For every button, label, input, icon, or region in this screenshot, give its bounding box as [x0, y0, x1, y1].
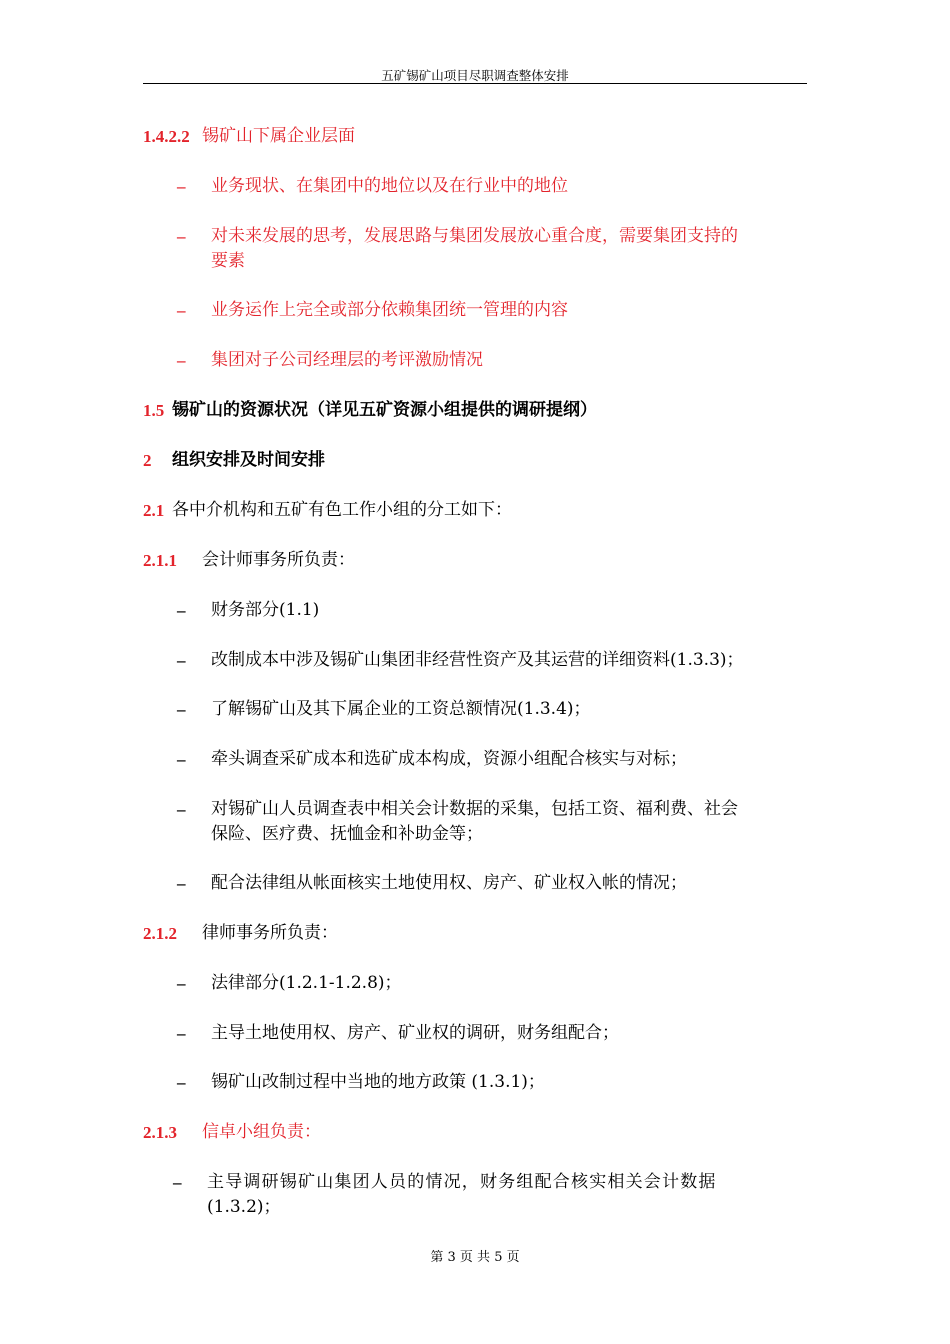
list-item-text: (1.3.2)；: [207, 1197, 281, 1217]
section-number: 1.5: [143, 401, 165, 420]
section-title: 各中介机构和五矿有色工作小组的分工如下：: [172, 500, 512, 520]
header-rule: [143, 83, 807, 84]
section-title: 会计师事务所负责：: [202, 550, 355, 570]
dash-bullet: –: [177, 800, 186, 819]
dash-bullet: –: [173, 1173, 182, 1192]
section-title: 组织安排及时间安排: [172, 450, 325, 470]
list-item-text: 法律部分(1.2.1-1.2.8)；: [211, 973, 402, 993]
list-item-text: 主导调研锡矿山集团人员的情况，财务组配合核实相关会计数据: [207, 1172, 717, 1192]
section-number: 2.1.1: [143, 551, 177, 570]
page-footer: 第 3 页 共 5 页: [430, 1250, 520, 1265]
list-item-text: 对未来发展的思考，发展思路与集团发展放心重合度，需要集团支持的: [211, 226, 738, 246]
list-item-text: 业务运作上完全或部分依赖集团统一管理的内容: [211, 300, 568, 320]
section-title: 锡矿山的资源状况（详见五矿资源小组提供的调研提纲）: [172, 400, 597, 420]
section-number: 1.4.2.2: [143, 127, 190, 146]
list-item-text: 了解锡矿山及其下属企业的工资总额情况(1.3.4)；: [211, 699, 591, 719]
list-item-text: 业务现状、在集团中的地位以及在行业中的地位: [211, 176, 568, 196]
section-title: 信卓小组负责：: [202, 1122, 321, 1142]
dash-bullet: –: [177, 750, 186, 769]
section-title: 律师事务所负责：: [202, 923, 338, 943]
dash-bullet: –: [177, 177, 186, 196]
dash-bullet: –: [177, 1073, 186, 1092]
list-item-text: 主导土地使用权、房产、矿业权的调研，财务组配合；: [211, 1023, 619, 1043]
dash-bullet: –: [177, 301, 186, 320]
dash-bullet: –: [177, 974, 186, 993]
list-item-text: 要素: [211, 251, 245, 271]
dash-bullet: –: [177, 874, 186, 893]
list-item-text: 配合法律组从帐面核实土地使用权、房产、矿业权入帐的情况；: [211, 873, 687, 893]
list-item-text: 对锡矿山人员调查表中相关会计数据的采集，包括工资、福利费、社会: [211, 799, 738, 819]
section-number: 2: [143, 451, 152, 470]
section-title: 锡矿山下属企业层面: [202, 126, 355, 146]
dash-bullet: –: [177, 351, 186, 370]
dash-bullet: –: [177, 601, 186, 620]
list-item-text: 锡矿山改制过程中当地的地方政策 (1.3.1)；: [211, 1072, 545, 1092]
dash-bullet: –: [177, 651, 186, 670]
list-item-text: 保险、医疗费、抚恤金和补助金等；: [211, 824, 483, 844]
section-number: 2.1.3: [143, 1123, 177, 1142]
dash-bullet: –: [177, 1024, 186, 1043]
list-item-text: 集团对子公司经理层的考评激励情况: [211, 350, 483, 370]
list-item-text: 牵头调查采矿成本和选矿成本构成，资源小组配合核实与对标；: [211, 749, 687, 769]
dash-bullet: –: [177, 700, 186, 719]
dash-bullet: –: [177, 227, 186, 246]
page-header: 五矿锡矿山项目尽职调查整体安排: [381, 68, 569, 83]
list-item-text: 改制成本中涉及锡矿山集团非经营性资产及其运营的详细资料(1.3.3)；: [211, 650, 744, 670]
section-number: 2.1: [143, 501, 165, 520]
list-item-text: 财务部分(1.1): [211, 600, 320, 620]
section-number: 2.1.2: [143, 924, 177, 943]
